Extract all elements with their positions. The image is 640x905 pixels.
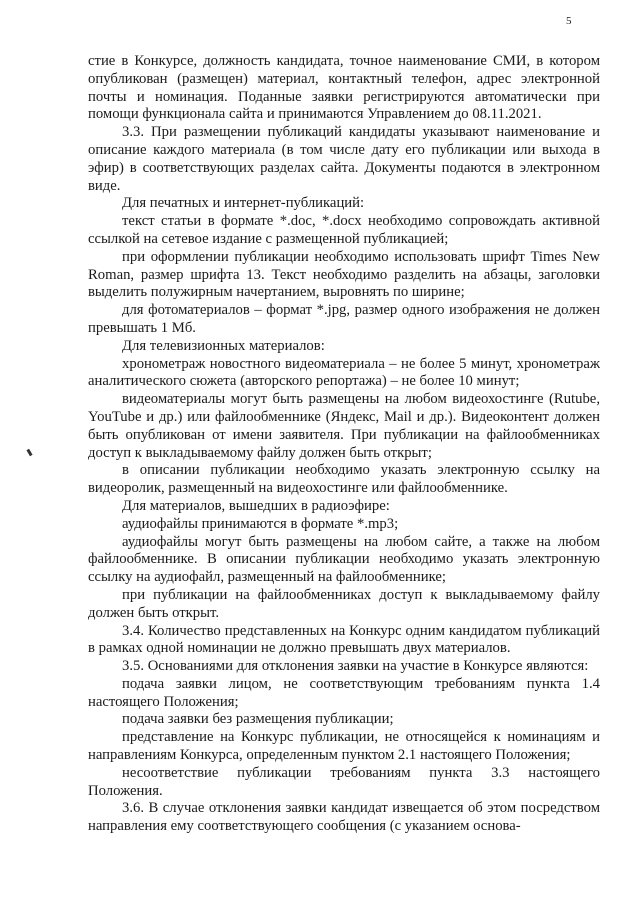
paragraph-font-requirements: при оформлении публикации необходимо использовать шрифт Times New Roman, размер шрифта 13. Текст необходимо разделить на абзацы, заголовки выделить полужирным начертанием, выровнять по ширине; <box>88 248 600 301</box>
paragraph-reject-person: подача заявки лицом, не соответствующим требованиям пункта 1.4 настоящего Положения; <box>88 675 600 710</box>
paragraph-reject-nomination: представление на Конкурс публикации, не относящейся к номинациям и направлениям Конкурса, определенным пунктом 2.1 настоящего Положения; <box>88 729 600 764</box>
paragraph-tv-heading: Для телевизионных материалов: <box>122 337 325 354</box>
paragraph-print-heading: Для печатных и интернет-публикаций: <box>122 195 365 212</box>
body-text <box>88 53 600 836</box>
margin-mark <box>26 449 32 457</box>
paragraph-video-duration: хронометраж новостного видеоматериала – не более 5 минут, хронометраж аналитического сюжета (авторского репортажа) – не более 10 минут; <box>88 355 600 390</box>
paragraph-article-format: текст статьи в формате *.doc, *.docx необходимо сопровождать активной ссылкой на сетевое издание с размещенной публикацией; <box>88 213 600 247</box>
paragraph-photo-format: для фотоматериалов – формат *.jpg, размер одного изображения не должен превышать 1 Мб. <box>88 302 600 336</box>
paragraph-radio-heading: Для материалов, вышедших в радиоэфире: <box>122 497 390 514</box>
paragraph-audio-hosting: аудиофайлы могут быть размещены на любом сайте, а также на любом файлообменнике. В описании публикации необходимо указать электронную ссылку на аудиофайл, размещенный на файлообменнике; <box>88 533 600 586</box>
paragraph-3-5: 3.5. Основаниями для отклонения заявки на участие в Конкурсе являются: <box>122 658 589 675</box>
paragraph-video-hosting: видеоматериалы могут быть размещены на любом видеохостинге (Rutube, YouTube и др.) или файлообменнике (Яндекс, Mail и др.). Видеоконтент должен быть опубликован от имени заявителя. При публикации на файлообменниках доступ к выкладываемому файлу должен быть открыт; <box>88 391 600 461</box>
paragraph-audio-format: аудиофайлы принимаются в формате *.mp3; <box>122 515 399 532</box>
paragraph-3-6: 3.6. В случае отклонения заявки кандидат извещается об этом посредством направления ему соответствующего сообщения (с указанием основа- <box>88 800 600 835</box>
paragraph-3-4: 3.4. Количество представленных на Конкурс одним кандидатом публикаций в рамках одной номинации не должно превышать двух материалов. <box>88 622 600 657</box>
page-number: 5 <box>566 15 572 27</box>
paragraph-video-link: в описании публикации необходимо указать электронную ссылку на видеоролик, размещенный на видеохостинге или файлообменнике. <box>88 462 600 497</box>
paragraph-3-3: 3.3. При размещении публикаций кандидаты указывают наименование и описание каждого материала (в том числе дату его публикации или выхода в эфир) в соответствующих разделах сайта. Документы подаются в электронном виде. <box>88 124 600 194</box>
paragraph-application-details: стие в Конкурсе, должность кандидата, точное наименование СМИ, в котором опубликован (размещен) материал, контактный телефон, адрес электронной почты и номинация. Поданные заявки регистрируются автоматически при помощи функционала сайта и принимаются Управлением до 08.11.2021. <box>88 53 600 123</box>
paragraph-reject-no-publication: подача заявки без размещения публикации; <box>122 711 394 728</box>
paragraph-audio-access: при публикации на файлообменниках доступ к выкладываемому файлу должен быть открыт. <box>88 586 600 621</box>
paragraph-reject-requirements: несоответствие публикации требованиям пункта 3.3 настоящего Положения. <box>88 764 600 799</box>
